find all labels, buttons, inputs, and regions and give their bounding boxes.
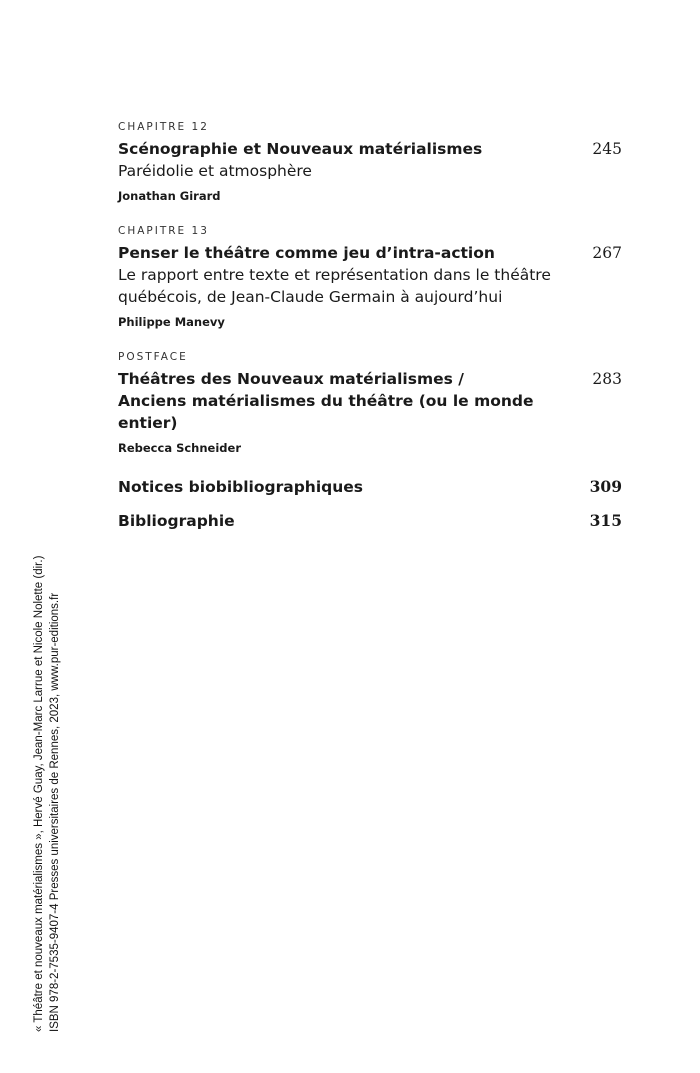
side-text-line-1: « Théâtre et nouveaux matérialismes », Hervé Guay, Jean-Marc Larrue et Nicole Nolette (dir.) [33, 555, 45, 1032]
toc-row [118, 476, 622, 498]
toc-entry-notices [118, 476, 622, 498]
postface-title-line-2: Anciens matérialismes du théâtre (ou le monde entier) [118, 392, 534, 432]
chapter-title: Penser le théâtre comme jeu d’intra-action [118, 244, 495, 262]
bibliographie-title: Bibliographie [118, 512, 235, 530]
postface-title-line-1: Théâtres des Nouveaux matérialismes / [118, 370, 464, 388]
toc-row [118, 510, 622, 532]
chapter-subtitle-line-1: Le rapport entre texte et représentation dans le théâtre [118, 266, 551, 284]
notices-title: Notices biobibliographiques [118, 478, 364, 496]
chapter-title: Scénographie et Nouveaux matérialismes [118, 140, 483, 158]
page-number: 245 [592, 140, 622, 158]
side-copyright-text [31, 556, 63, 1032]
toc-entry-chapter-12 [118, 120, 622, 204]
postface-label: POSTFACE [118, 351, 188, 363]
toc-entry-chapter-13 [118, 224, 622, 330]
postface-author: Rebecca Schneider [118, 441, 242, 455]
chapter-label: CHAPITRE 12 [118, 121, 209, 133]
table-of-contents [118, 120, 622, 544]
page-number: 315 [589, 511, 622, 530]
toc-row [118, 368, 622, 434]
toc-row [118, 138, 622, 182]
page-number: 267 [592, 244, 622, 262]
chapter-subtitle-line-2: québécois, de Jean-Claude Germain à aujourd’hui [118, 288, 503, 306]
page-number: 309 [589, 477, 622, 496]
toc-entry-bibliographie [118, 510, 622, 532]
chapter-author: Jonathan Girard [118, 189, 221, 203]
toc-row [118, 242, 622, 308]
toc-entry-postface [118, 350, 622, 456]
chapter-subtitle: Paréidolie et atmosphère [118, 162, 312, 180]
chapter-label: CHAPITRE 13 [118, 225, 209, 237]
side-text-line-2: ISBN 978-2-7535-9407-4 Presses universitaires de Rennes, 2023, www.pur-editions.fr [49, 592, 61, 1032]
chapter-author: Philippe Manevy [118, 315, 225, 329]
page-number: 283 [592, 370, 622, 388]
